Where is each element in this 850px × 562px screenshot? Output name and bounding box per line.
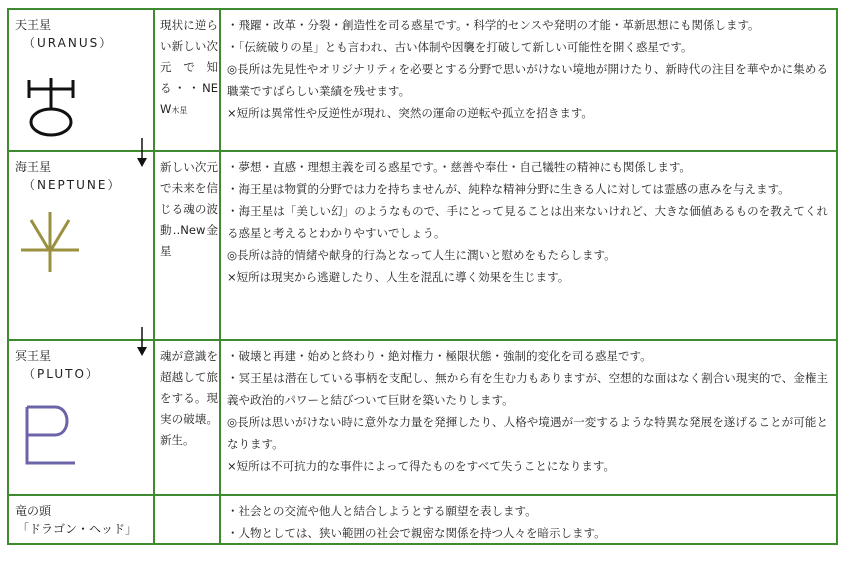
down-arrow-icon bbox=[136, 327, 148, 357]
description-line: ◎長所は思いがけない時に意外な力量を発揮したり、人格や境遇が一変するような特異な発展を遂げることが可能となります。 bbox=[227, 415, 828, 451]
category-main: 現状に逆らい新しい次元で知る・・NEW bbox=[160, 18, 218, 116]
description-line: ・「伝統破りの星」とも言われ、古い体制や因襲を打破して新しい可能性を開く惑星です。 bbox=[227, 40, 693, 54]
planet-name-jp: 竜の頭 bbox=[15, 504, 52, 518]
description-text bbox=[227, 500, 828, 544]
planet-name bbox=[15, 347, 100, 383]
description-cell bbox=[221, 341, 836, 496]
category-text: 新しい次元で未来を信じる魂の波動‥New金星 bbox=[160, 160, 218, 258]
neptune-symbol-icon bbox=[19, 210, 81, 274]
description-cell bbox=[221, 10, 836, 150]
planet-name-cell bbox=[9, 341, 155, 496]
table-row-neptune bbox=[9, 150, 836, 341]
category-cell bbox=[155, 341, 221, 496]
description-line: ・夢想・直感・理想主義を司る惑星です。・慈善や奉仕・自己犠牲の精神にも関係します。 bbox=[227, 160, 691, 174]
planet-name-jp: 海王星 bbox=[15, 160, 52, 174]
category-text bbox=[160, 15, 218, 121]
description-text bbox=[227, 14, 828, 124]
description-cell bbox=[221, 152, 836, 341]
uranus-symbol-icon bbox=[23, 76, 79, 138]
pluto-symbol-icon bbox=[21, 403, 79, 467]
description-line: ・海王星は「美しい幻」のようなもので、手にとって見ることは出来ないけれど、大きな価値あるものを教えてくれる惑星と考えるとわかりやすいでしょう。 bbox=[227, 204, 828, 240]
category-cell bbox=[155, 496, 221, 545]
category-cell bbox=[155, 10, 221, 150]
description-line: ×短所は不可抗力的な事件によって得たものをすべて失うことになります。 bbox=[227, 459, 615, 473]
planet-name-en: （PLUTO） bbox=[23, 367, 100, 381]
description-line: ・飛躍・改革・分裂・創造性を司る惑星です。・科学的センスや発明の才能・革新思想にも関係します。 bbox=[227, 18, 760, 32]
description-line: ・人物としては、狭い範囲の社会で親密な関係を持つ人々を暗示します。 bbox=[227, 526, 606, 540]
planet-name-jp: 天王星 bbox=[15, 18, 52, 32]
description-line: ・海王星は物質的分野では力を持ちませんが、純粋な精神分野に生きる人に対しては霊感の恵みを与えます。 bbox=[227, 182, 790, 196]
description-line: ・冥王星は潜在している事柄を支配し、無から有を生む力もありますが、空想的な面はなく割合い現実的で、金権主義や政治的パワーと結びついて巨財を築いたりします。 bbox=[227, 371, 828, 407]
planet-name-en: （URANUS） bbox=[23, 36, 114, 50]
description-line: ×短所は現実から逃避したり、人生を混乱に導く効果を生じます。 bbox=[227, 270, 570, 284]
table-row-uranus bbox=[9, 10, 836, 150]
description-line: ◎長所は詩的情緒や献身的行為となって人生に潤いと慰めをもたらします。 bbox=[227, 248, 616, 262]
planet-name-jp: 冥王星 bbox=[15, 349, 52, 363]
planet-name-cell bbox=[9, 10, 155, 150]
planet-name-cell bbox=[9, 152, 155, 341]
category-text: 魂が意識を超越して旅をする。現実の破壊。新生。 bbox=[160, 349, 218, 447]
description-line: ◎長所は先見性やオリジナリティを必要とする分野で思いがけない境地が開けたり、新時代の注目を華やかに集める職業ですばらしい業績を残せます。 bbox=[227, 62, 828, 98]
down-arrow-icon bbox=[136, 138, 148, 168]
table-row-pluto bbox=[9, 339, 836, 496]
planet-name bbox=[15, 158, 121, 194]
planet-name bbox=[15, 502, 137, 538]
planet-name-en: 「ドラゴン・ヘッド」 bbox=[17, 522, 138, 536]
description-line: ・破壊と再建・始めと終わり・絶対権力・極限状態・強制的変化を司る惑星です。 bbox=[227, 349, 652, 363]
description-line: ・社会との交流や他人と結合しようとする願望を表します。 bbox=[227, 504, 537, 518]
planet-name-cell bbox=[9, 496, 155, 545]
planet-name-en: （NEPTUNE） bbox=[23, 178, 122, 192]
category-small: 木星 bbox=[171, 106, 188, 115]
planet-name bbox=[15, 16, 113, 52]
description-text bbox=[227, 345, 828, 477]
table-row-dragon-head bbox=[9, 494, 836, 545]
description-text bbox=[227, 156, 828, 288]
description-line: ×短所は異常性や反逆性が現れ、突然の運命の逆転や孤立を招きます。 bbox=[227, 106, 593, 120]
category-cell bbox=[155, 152, 221, 341]
planet-table bbox=[7, 8, 838, 545]
description-cell bbox=[221, 496, 836, 545]
